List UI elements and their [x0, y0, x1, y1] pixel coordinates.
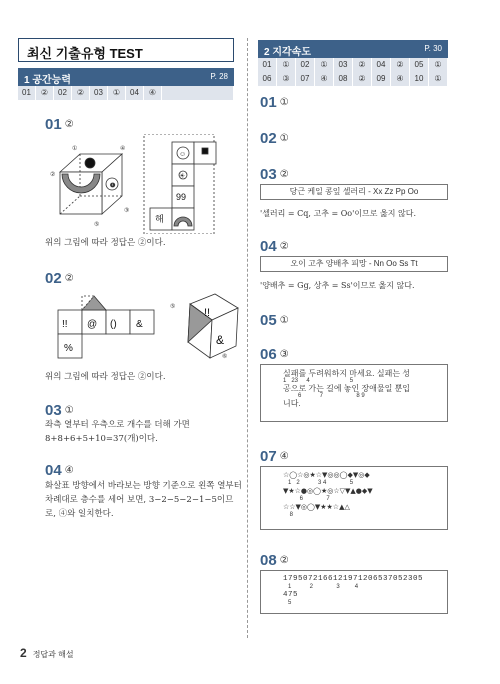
- question-03: 03 ①: [45, 402, 74, 419]
- left-section-page: P. 28: [210, 72, 228, 81]
- answer-num: 10: [410, 72, 429, 86]
- answer-val: ①: [429, 72, 448, 86]
- answer-mark: ②: [279, 555, 289, 566]
- r07-line1: ☆◯☆◎★☆▼◎◎◯◆▼◎◆: [283, 471, 370, 479]
- net-cell: &: [136, 319, 143, 330]
- answer-val: ③: [277, 72, 296, 86]
- question-r04: 04 ②: [260, 238, 289, 255]
- r07-line3: ☆☆▼◎◯▼★★☆▲△: [283, 503, 350, 511]
- cube-top-symbol: !!: [204, 307, 211, 319]
- answer-num: 09: [372, 72, 391, 86]
- answer-num: 01: [18, 86, 36, 100]
- answer-val: ②: [391, 58, 410, 72]
- answer-val: ①: [315, 58, 334, 72]
- r04-box: 오이 고추 양배추 피망 - Nn Oo Ss Tt: [260, 256, 448, 272]
- answer-mark: ①: [279, 315, 289, 326]
- q03-explanation-line2: 8+8+6+5+10=37(개)이다.: [45, 434, 158, 444]
- r07-box: [260, 466, 448, 530]
- r06-line1: 실패를 두려워하지 마세요. 실패는 성: [283, 369, 411, 378]
- question-r03: 03 ②: [260, 166, 289, 183]
- r07-line3-marks: 8: [283, 512, 294, 518]
- answer-mark: ②: [64, 119, 74, 130]
- net-cell: %: [64, 343, 73, 354]
- svg-text:②: ②: [50, 172, 56, 178]
- answer-val: ④: [315, 72, 334, 86]
- svg-text:⑤: ⑤: [170, 304, 176, 310]
- question-r05: 05 ①: [260, 312, 289, 329]
- r06-line3: 니다.: [283, 399, 301, 408]
- question-r07: 07 ④: [260, 448, 289, 465]
- r06-line2: 공으로 가는 길에 놓인 장애물일 뿐입: [283, 384, 411, 393]
- answer-num: 01: [258, 58, 277, 72]
- answer-val: ②: [36, 86, 54, 100]
- question-r06: 06 ③: [260, 346, 289, 363]
- question-r08: 08 ②: [260, 552, 289, 569]
- answer-mark: ①: [279, 133, 289, 144]
- q02-explanation: 위의 그림에 따라 정답은 ②이다.: [45, 372, 166, 382]
- page-number: 2: [20, 646, 27, 660]
- net-cell: !!: [62, 319, 68, 330]
- answer-num: 02: [54, 86, 72, 100]
- cube-side-symbol: &: [216, 333, 225, 347]
- q02-figure: [40, 286, 240, 366]
- answer-num: 08: [334, 72, 353, 86]
- r06-box: [260, 364, 448, 422]
- answer-mark: ③: [279, 349, 289, 360]
- net-cell: @: [87, 319, 98, 330]
- right-answer-row-2: [258, 72, 448, 86]
- svg-text:①: ①: [72, 146, 78, 152]
- net-cell: (): [110, 319, 117, 330]
- answer-mark: ④: [279, 451, 289, 462]
- right-answer-row-1: [258, 58, 448, 72]
- answer-num: 02: [296, 58, 315, 72]
- answer-mark: ④: [64, 465, 74, 476]
- svg-text:⑤: ⑤: [94, 222, 100, 228]
- answer-val: ①: [277, 58, 296, 72]
- answer-mark: ①: [279, 97, 289, 108]
- q01-figure: [40, 134, 240, 234]
- answer-mark: ①: [64, 405, 74, 416]
- answer-val: ①: [429, 58, 448, 72]
- sun-icon: ☀: [179, 173, 186, 180]
- r04-note: '양배추 = Gg, 상추 = Ss'이므로 옳지 않다.: [260, 281, 415, 290]
- r07-line2-marks: 6 7: [283, 496, 330, 502]
- right-section-title: 2 지각속도: [264, 47, 311, 58]
- left-section-header: [18, 68, 234, 86]
- answer-mark: ②: [279, 241, 289, 252]
- svg-text:④: ④: [120, 146, 126, 152]
- answer-num: 04: [126, 86, 144, 100]
- answer-mark: ②: [64, 273, 74, 284]
- question-r01: 01 ①: [260, 94, 289, 111]
- left-section-title: 1 공간능력: [24, 75, 71, 86]
- answer-val: ①: [108, 86, 126, 100]
- left-answer-row: [18, 86, 234, 100]
- q01-label-hae: 해: [155, 214, 164, 224]
- answer-num: 03: [334, 58, 353, 72]
- question-04: 04 ④: [45, 462, 74, 479]
- q03-explanation-line1: 좌측 열부터 우측으로 개수를 더해 가면: [45, 420, 190, 430]
- column-divider: [247, 38, 248, 638]
- r08-line1: 17950721661219712065370523​05: [283, 575, 424, 583]
- q04-explanation-line3: 로, ④와 일치한다.: [45, 509, 114, 519]
- q04-explanation-line2: 차례대로 층수를 세어 보면, 3−2−5−2−1−5이므: [45, 495, 234, 505]
- q04-explanation-line1: 화살표 방향에서 바라보는 방향 기준으로 왼쪽 열부터: [45, 481, 242, 491]
- answer-num: 06: [258, 72, 277, 86]
- r07-line1-marks: 1 2 3 4 5: [283, 480, 354, 486]
- answer-blank: [162, 86, 234, 100]
- r08-line2-marks: 5: [283, 600, 292, 606]
- answer-val: ④: [391, 72, 410, 86]
- page-footer: [20, 646, 74, 660]
- r06-line2-marks: 6 7 8 9: [283, 393, 365, 399]
- r03-note: '셀러리 = Cq, 고추 = Oo'이므로 옳지 않다.: [260, 209, 417, 218]
- r06-line1-marks: 1 23 4 5: [283, 378, 354, 384]
- question-02: 02 ②: [45, 270, 74, 287]
- footer-label: 정답과 해설: [32, 650, 74, 659]
- answer-num: 04: [372, 58, 391, 72]
- svg-text:⑥: ⑥: [222, 354, 228, 360]
- q01-cube: [60, 154, 122, 214]
- question-r02: 02 ①: [260, 130, 289, 147]
- answer-mark: ②: [279, 169, 289, 180]
- r07-line2: ▼★☆●◎◯★◎☆▽▼▲●◆▼: [283, 487, 373, 495]
- r08-box: [260, 570, 448, 614]
- svg-text:☺: ☺: [109, 182, 117, 189]
- answer-val: ②: [353, 72, 372, 86]
- r08-line2: 475: [283, 591, 299, 599]
- answer-num: 03: [90, 86, 108, 100]
- answer-val: ②: [353, 58, 372, 72]
- q01-explanation: 위의 그림에 따라 정답은 ②이다.: [45, 238, 166, 248]
- q01-label-99: 99: [176, 192, 187, 202]
- svg-text:③: ③: [124, 208, 130, 214]
- smiley-icon: ☺: [179, 151, 187, 158]
- answer-num: 07: [296, 72, 315, 86]
- r03-box: 당근 케일 콩잎 셀러리 - Xx Zz Pp Oo: [260, 184, 448, 200]
- question-01: 01 ②: [45, 116, 74, 133]
- main-title: 최신 기출유형 TEST: [18, 38, 234, 62]
- answer-val: ②: [72, 86, 90, 100]
- right-section-header: [258, 40, 448, 58]
- answer-num: 05: [410, 58, 429, 72]
- right-section-page: P. 30: [424, 44, 442, 53]
- answer-val: ④: [144, 86, 162, 100]
- r08-line1-marks: 1 2 3 4: [283, 584, 359, 590]
